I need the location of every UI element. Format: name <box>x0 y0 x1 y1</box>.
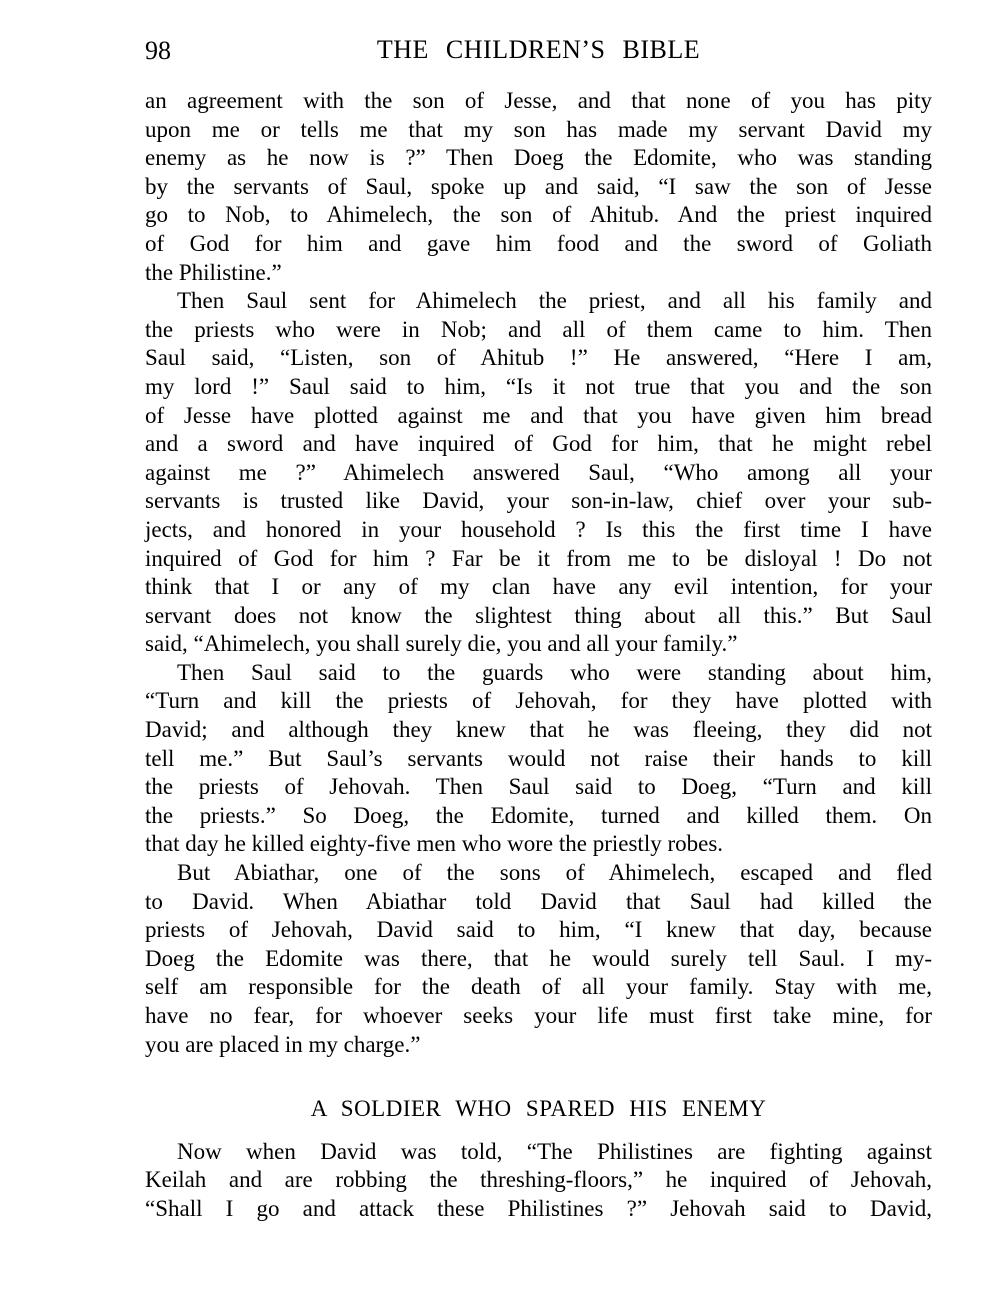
section-heading: A SOLDIER WHO SPARED HIS ENEMY <box>310 1096 767 1122</box>
text-line: Then Saul said to the guards who were standing about him, <box>177 659 932 685</box>
text-line: have no fear, for whoever seeks your life must first take mine, for <box>145 1003 932 1028</box>
text-line: Then Saul sent for Ahimelech the priest, and all his family and <box>177 288 932 314</box>
text-line: servant does not know the slightest thing about all this.” But Saul <box>145 602 932 628</box>
text-line: of Jesse have plotted against me and that you have given him bread <box>145 402 932 428</box>
text-line: you are placed in my charge.” <box>145 1031 421 1057</box>
text-line: self am responsible for the death of all your family. Stay with me, <box>145 974 932 1000</box>
paragraph <box>145 859 932 1059</box>
text-line: by the servants of Saul, spoke up and said, “I saw the son of Jesse <box>145 173 932 199</box>
text-line: Saul said, “Listen, son of Ahitub !” He answered, “Here I am, <box>145 345 932 371</box>
text-line: go to Nob, to Ahimelech, the son of Ahitub. And the priest inquired <box>145 202 932 228</box>
text-line: “Shall I go and attack these Philistines ?” Jehovah said to David, <box>145 1195 932 1221</box>
text-line: inquired of God for him ? Far be it from me to be disloyal ! Do not <box>145 545 932 571</box>
text-line: the Philistine.” <box>145 259 282 285</box>
text-line: the priests.” So Doeg, the Edomite, turned and killed them. On <box>145 802 932 828</box>
text-line: an agreement with the son of Jesse, and that none of you has pity <box>145 88 932 113</box>
text-line: “Turn and kill the priests of Jehovah, for they have plotted with <box>145 688 932 714</box>
paragraph <box>145 1138 932 1224</box>
text-line: the priests of Jehovah. Then Saul said to Doeg, “Turn and kill <box>145 774 932 800</box>
paragraph <box>145 87 932 287</box>
text-line: think that I or any of my clan have any evil intention, for your <box>145 574 932 600</box>
text-line: upon me or tells me that my son has made my servant David my <box>145 116 932 142</box>
body-text <box>145 87 932 1224</box>
text-line: enemy as he now is ?” Then Doeg the Edomite, who was standing <box>145 145 932 171</box>
text-line: said, “Ahimelech, you shall surely die, you and all your family.” <box>145 631 738 657</box>
text-line: of God for him and gave him food and the sword of Goliath <box>145 230 932 256</box>
text-line: But Abiathar, one of the sons of Ahimelech, escaped and fled <box>177 860 932 886</box>
text-line: against me ?” Ahimelech answered Saul, “Who among all your <box>145 459 932 485</box>
running-header <box>145 36 932 66</box>
text-line: the priests who were in Nob; and all of them came to him. Then <box>145 316 932 342</box>
page-number: 98 <box>145 36 171 65</box>
text-line: and a sword and have inquired of God for him, that he might rebel <box>145 431 932 457</box>
text-line: Now when David was told, “The Philistines are fighting against <box>177 1138 932 1164</box>
text-line: Doeg the Edomite was there, that he would surely tell Saul. I my- <box>145 945 932 971</box>
text-line: jects, and honored in your household ? Is this the first time I have <box>145 516 932 542</box>
text-line: priests of Jehovah, David said to him, “I knew that day, because <box>145 917 932 943</box>
text-line: my lord !” Saul said to him, “Is it not true that you and the son <box>145 373 932 399</box>
paragraph <box>145 659 932 859</box>
text-line: Keilah and are robbing the threshing-floors,” he inquired of Jehovah, <box>145 1167 932 1193</box>
text-line: tell me.” But Saul’s servants would not raise their hands to kill <box>145 745 932 771</box>
header-title: THE CHILDREN’S BIBLE <box>376 35 701 64</box>
text-line: David; and although they knew that he was fleeing, they did not <box>145 717 932 743</box>
paragraph <box>145 287 932 659</box>
text-line: to David. When Abiathar told David that Saul had killed the <box>145 888 932 914</box>
text-line: servants is trusted like David, your son-in-law, chief over your sub- <box>145 488 932 514</box>
text-line: that day he killed eighty-five men who wore the priestly robes. <box>145 831 724 857</box>
